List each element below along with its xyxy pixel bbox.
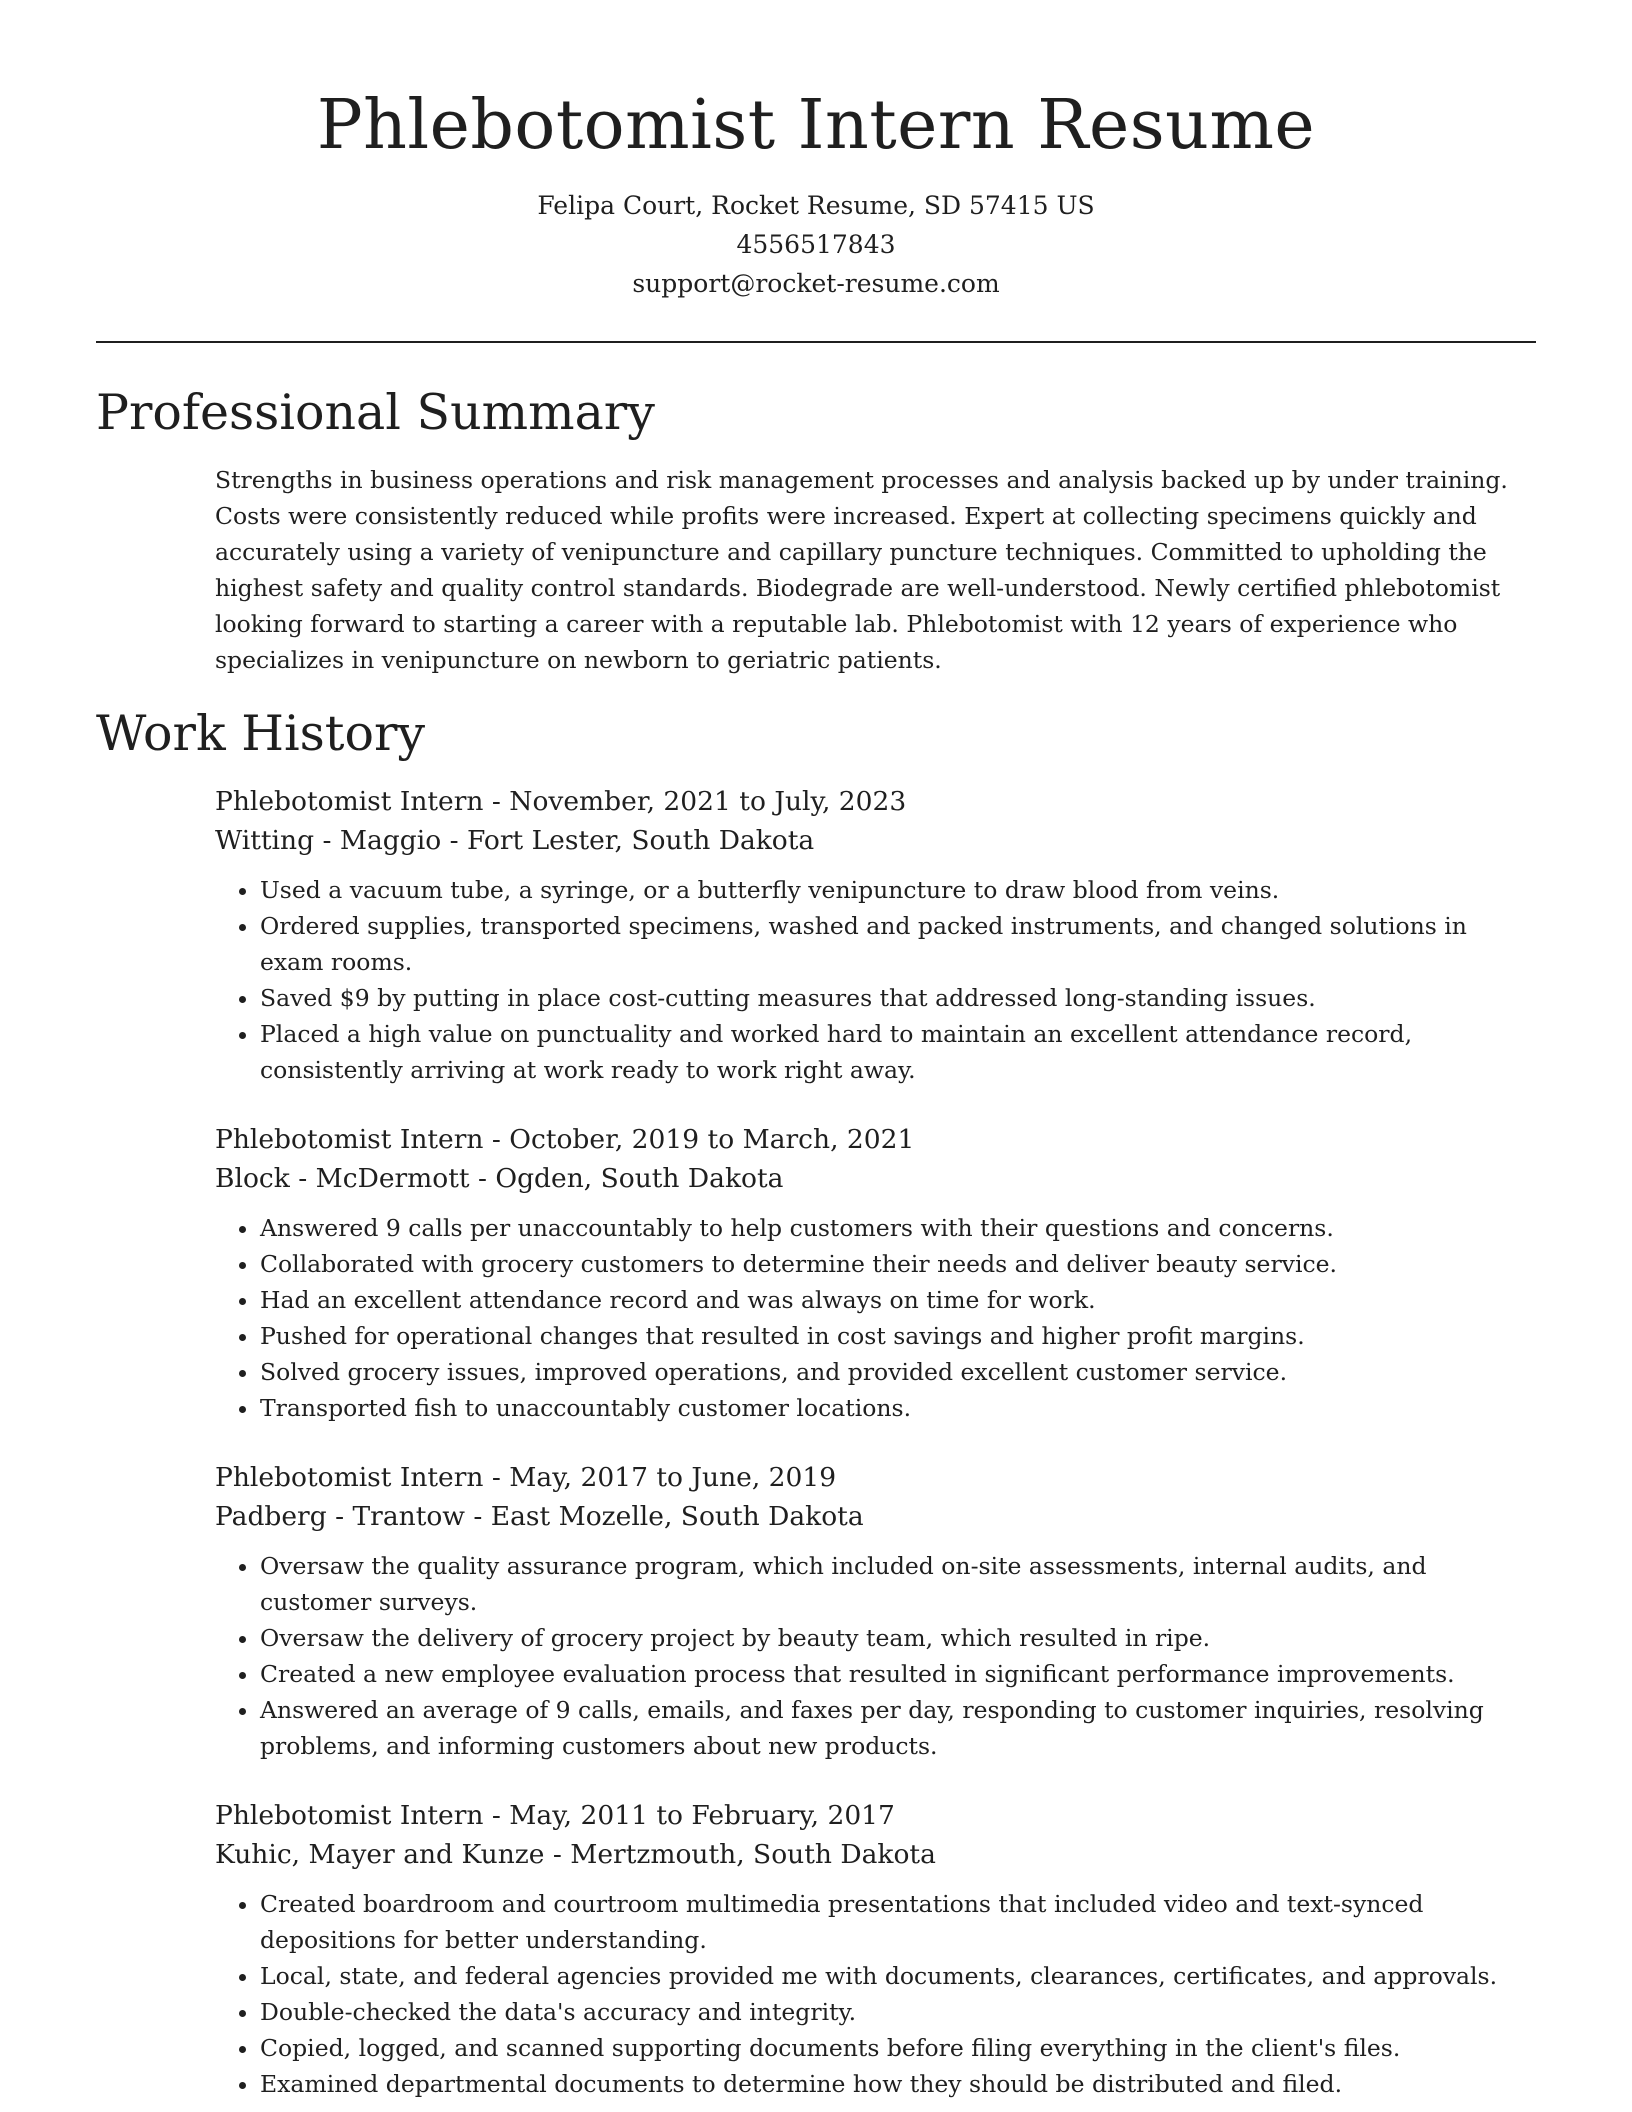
job-bullet-list [215,872,1535,1088]
job-entry [215,1796,1535,2102]
job-bullet: • Created boardroom and courtroom multimedia presentations that included video and text-synced depositions for better understanding. [260,1886,1535,1958]
job-bullet: • Had an excellent attendance record and was always on time for work. [260,1282,1535,1318]
job-bullet: • Created a new employee evaluation process that resulted in significant performance improvements. [260,1656,1535,1692]
job-bullet: • Ordered supplies, transported specimens, washed and packed instruments, and changed solutions in exam rooms. [260,908,1535,980]
job-company-line: Block - McDermott - Ogden, South Dakota [215,1163,784,1194]
job-bullet: • Transported fish to unaccountably customer locations. [260,1390,1535,1426]
header-divider [96,341,1536,343]
job-bullet: • Double-checked the data's accuracy and integrity. [260,1994,1535,2030]
resume-header [96,84,1536,303]
job-title-line: Phlebotomist Intern - May, 2011 to February, 2017 [215,1800,895,1831]
job-bullet-list [215,1886,1535,2102]
job-bullet: • Solved grocery issues, improved operations, and provided excellent customer service. [260,1354,1535,1390]
job-bullet: • Answered 9 calls per unaccountably to help customers with their questions and concerns. [260,1210,1535,1246]
job-entry [215,1120,1535,1426]
job-bullet: • Used a vacuum tube, a syringe, or a butterfly venipuncture to draw blood from veins. [260,872,1535,908]
work-history-list [215,782,1535,2112]
contact-phone: 4556517843 [736,230,896,259]
job-bullet: • Saved $9 by putting in place cost-cutting measures that addressed long-standing issues. [260,980,1535,1016]
job-bullet: • Placed a high value on punctuality and worked hard to maintain an excellent attendance record, consistently arriving at work ready to work right away. [260,1016,1535,1088]
contact-email: support@rocket-resume.com [632,269,1000,298]
job-bullet-list [215,1548,1535,1764]
summary-heading: Professional Summary [96,384,655,441]
job-bullet: • Pushed for operational changes that resulted in cost savings and higher profit margins. [260,1318,1535,1354]
job-bullet: • Answered an average of 9 calls, emails, and faxes per day, responding to customer inquiries, resolving problems, and informing customers about new products. [260,1692,1535,1764]
job-title-line: Phlebotomist Intern - May, 2017 to June, 2019 [215,1462,837,1493]
summary-text: Strengths in business operations and risk management processes and analysis backed up by under training. Costs were consistently reduced while profits were increased. Expert at collecting specimens quickly and accurately using a variety of venipuncture and capillary puncture techniques. Committed to upholding the highest safety and quality control standards. Biodegrade are well-understood. Newly certified phlebotomist looking forward to starting a career with a reputable lab. Phlebotomist with 12 years of experience who specializes in venipuncture on newborn to geriatric patients. [215,466,1508,674]
job-entry [215,782,1535,1088]
job-bullet: • Examined departmental documents to determine how they should be distributed and filed. [260,2066,1535,2102]
contact-address: Felipa Court, Rocket Resume, SD 57415 US [537,191,1095,220]
job-entry [215,1458,1535,1764]
job-bullet: • Collaborated with grocery customers to determine their needs and deliver beauty service. [260,1246,1535,1282]
job-bullet: • Local, state, and federal agencies provided me with documents, clearances, certificates, and approvals. [260,1958,1535,1994]
job-bullet: • Oversaw the quality assurance program, which included on-site assessments, internal audits, and customer surveys. [260,1548,1535,1620]
contact-block [96,186,1536,303]
job-company-line: Padberg - Trantow - East Mozelle, South Dakota [215,1501,864,1532]
job-title-line: Phlebotomist Intern - November, 2021 to July, 2023 [215,786,907,817]
job-title-line: Phlebotomist Intern - October, 2019 to March, 2021 [215,1124,915,1155]
job-bullet-list [215,1210,1535,1426]
job-bullet: • Oversaw the delivery of grocery project by beauty team, which resulted in ripe. [260,1620,1535,1656]
job-company-line: Kuhic, Mayer and Kunze - Mertzmouth, South Dakota [215,1839,936,1870]
job-company-line: Witting - Maggio - Fort Lester, South Dakota [215,825,815,856]
job-bullet: • Copied, logged, and scanned supporting documents before filing everything in the client's files. [260,2030,1535,2066]
work-history-heading: Work History [96,705,426,762]
resume-title: Phlebotomist Intern Resume [316,86,1316,165]
